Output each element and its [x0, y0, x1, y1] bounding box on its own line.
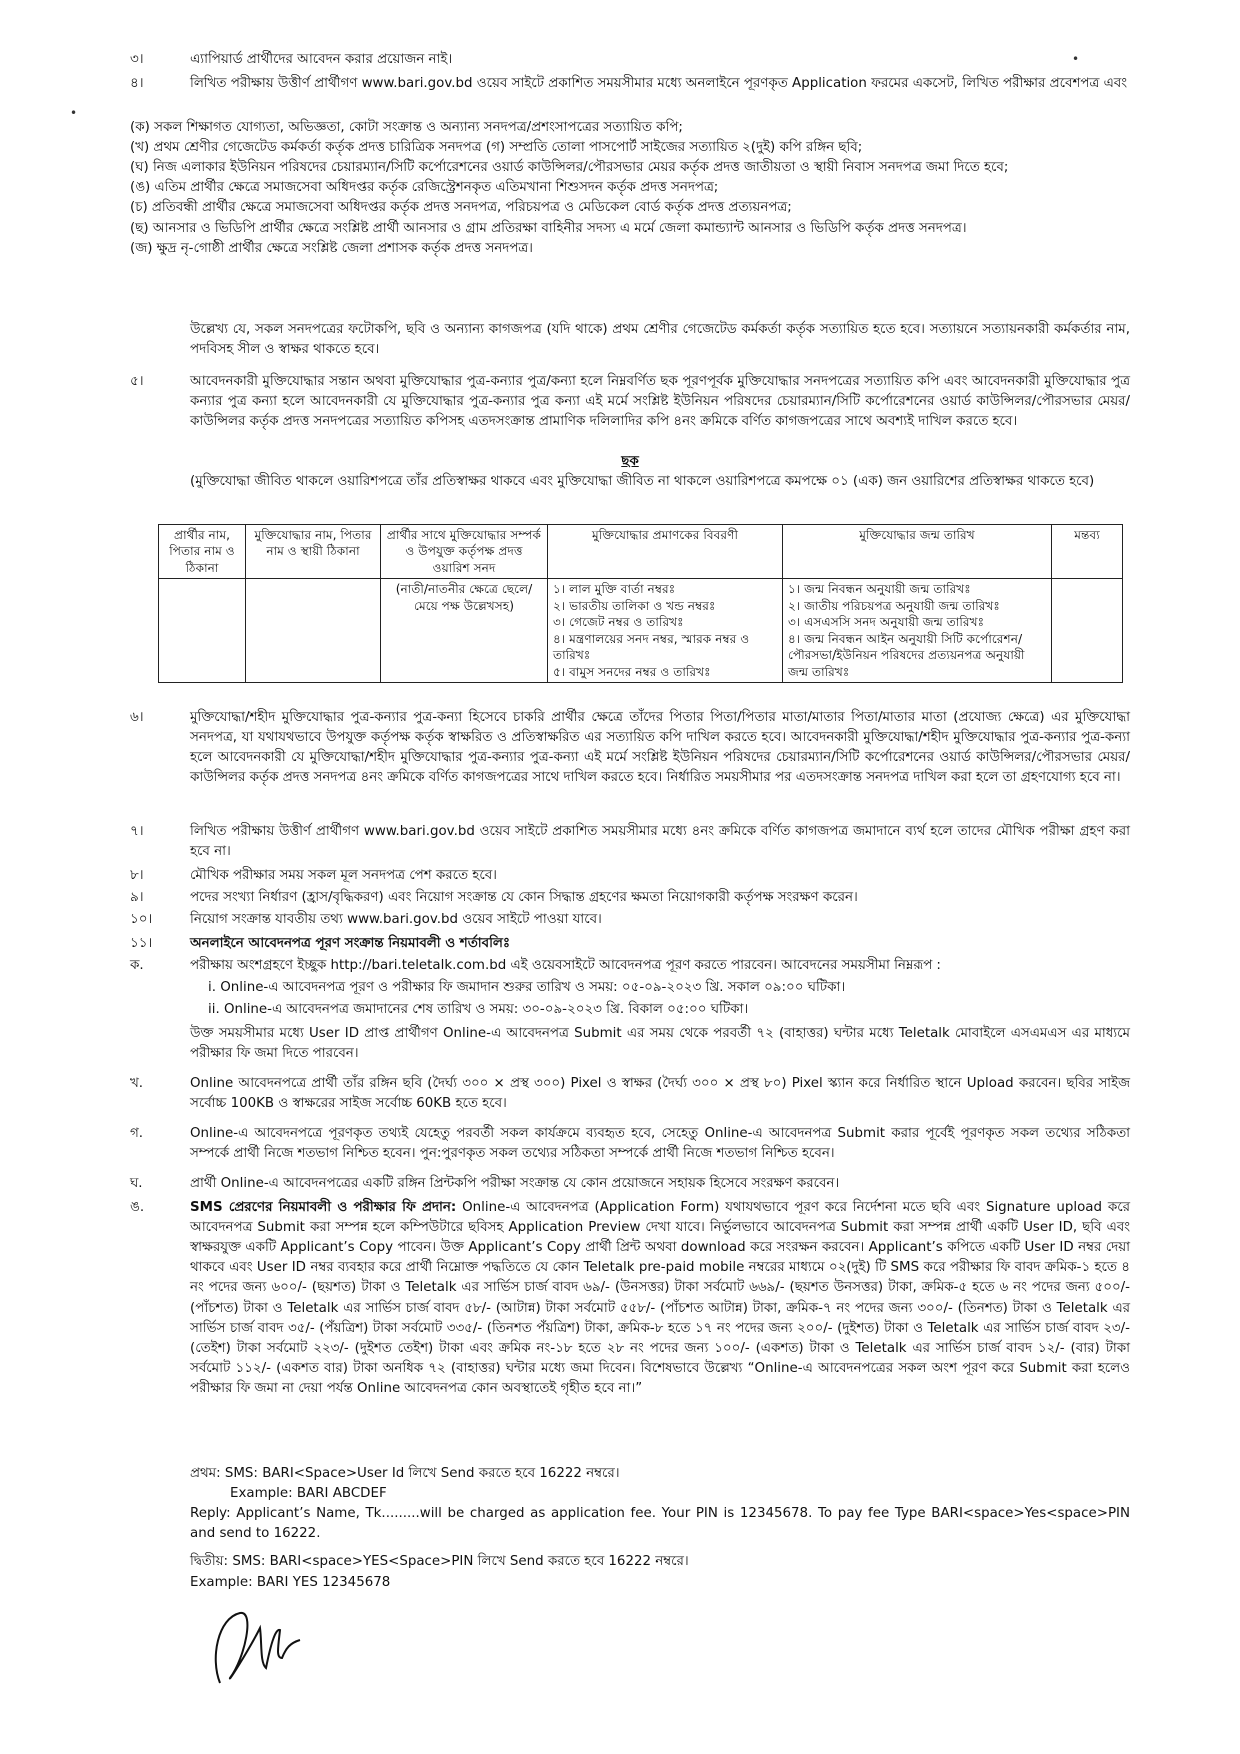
list-item: ২। জাতীয় পরিচয়পত্র অনুযায়ী জন্ম তারিখঃ [788, 598, 1000, 613]
column-header: প্রার্থীর নাম, পিতার নাম ও ঠিকানা [159, 525, 246, 579]
point-text: নিয়োগ সংক্রান্ত যাবতীয় তথ্য www.bari.gov.bd ওয়েব সাইটে পাওয়া যাবে। [190, 912, 602, 927]
note-text: উক্ত সময়সীমার মধ্যে User ID প্রাপ্ত প্রার্থীগণ Online-এ আবেদনপত্র Submit এর সময় থেকে পরবর্তী ৭২ (বাহাত্তর) ঘন্টার মধ্যে Teletalk মোবাইলে এসএমএস এর মাধ্যমে পরীক্ষার ফি জমা দিতে পারবেন। [190, 1026, 1130, 1062]
point-number: ৫। [130, 374, 144, 389]
table-cell [159, 579, 246, 683]
list-item: (জ) ক্ষুদ্র নৃ-গোষ্ঠী প্রার্থীর ক্ষেত্রে সংশ্লিষ্ট জেলা প্রশাসক কর্তৃক প্রদত্ত সনদপত্র। [130, 240, 533, 256]
sms-second: দ্বিতীয়: SMS: BARI<space>YES<Space>PIN লিখে Send করতে হবে 16222 নম্বরে। [190, 1554, 689, 1570]
list-item: ৩। এসএসসি সনদ অনুযায়ী জন্ম তারিখঃ [788, 615, 985, 630]
attestation-note [130, 320, 1130, 360]
point-number: ৯। [130, 890, 144, 905]
point-number: ঘ. [130, 1176, 143, 1191]
form-note: (মুক্তিযোদ্ধা জীবিত থাকলে ওয়ারিশপত্রে তাঁর প্রতিস্বাক্ষর থাকবে এবং মুক্তিযোদ্ধা জীবিত না থাকলে ওয়ারিশপত্রে কমপক্ষে ০১ (এক) জন ওয়ারিশের প্রতিস্বাক্ষর থাকতে হবে) [190, 474, 1095, 489]
list-item: (চ) প্রতিবন্ধী প্রার্থীর ক্ষেত্রে সমাজসেবা অধিদপ্তর কর্তৃক প্রদত্ত সনদপত্র, পরিচয়পত্র ও মেডিকেল বোর্ড কর্তৃক প্রদত্ত প্রত্যয়নপত্র; [130, 200, 792, 216]
date-line: i. Online-এ আবেদনপত্র পূরণ ও পরীক্ষার ফি জমাদান শুরুর তারিখ ও সময়: ০৫-০৯-২০২৩ খ্রি. সকাল ০৯:০০ ঘটিকা। [208, 980, 846, 995]
table-cell [246, 579, 381, 683]
point-number: ৩। [130, 52, 144, 67]
point-11-ka-ii [130, 1000, 1130, 1020]
sms-first: প্রথম: SMS: BARI<Space>User Id লিখে Send করতে হবে 16222 নম্বরে। [190, 1466, 620, 1481]
column-header: মুক্তিযোদ্ধার প্রমাণকের বিবরণী [548, 525, 783, 579]
list-item: ৩। গেজেট নম্বর ও তারিখঃ [553, 615, 684, 630]
list-item: (ছ) আনসার ও ভিডিপি প্রার্থীর ক্ষেত্রে সংশ্লিষ্ট প্রার্থী আনসার ও গ্রাম প্রতিরক্ষা বাহিনীর সদস্য এ মর্মে জেলা কমান্ড্যান্ট আনসার ও ভিডিপি কর্তৃক প্রদত্ত সনদপত্র। [130, 220, 967, 236]
sms-rules-title: SMS প্রেরণের নিয়মাবলী ও পরীক্ষার ফি প্রদান: [190, 1200, 457, 1215]
list-item: ৪। জন্ম নিবন্ধন আইন অনুযায়ী সিটি কর্পোরেশন/পৌরসভা/ইউনিয়ন পরিষদের প্রত্যয়নপত্র অনুযায়ী জন্ম তারিখঃ [788, 631, 1025, 679]
table-cell [1052, 579, 1123, 683]
point-7 [130, 822, 1130, 862]
freedom-fighter-table [158, 524, 1123, 683]
point-11-gha [130, 1174, 1130, 1194]
point-3 [130, 50, 1130, 70]
point-number: ৭। [130, 824, 144, 839]
column-header: মুক্তিযোদ্ধার নাম, পিতার নাম ও স্থায়ী ঠিকানা [246, 525, 381, 579]
point-10 [130, 910, 1130, 930]
list-item: (ঙ) এতিম প্রার্থীর ক্ষেত্রে সমাজসেবা অধিদপ্তর কর্তৃক রেজিস্ট্রেশনকৃত এতিমখানা শিশুসদন কর্তৃক প্রদত্ত সনদপত্র; [130, 180, 719, 196]
point-4 [130, 74, 1130, 94]
point-text: মৌখিক পরীক্ষার সময় সকল মূল সনদপত্র পেশ করতে হবে। [190, 868, 497, 883]
column-header: মুক্তিযোদ্ধার জন্ম তারিখ [783, 525, 1052, 579]
point-9 [130, 888, 1130, 908]
point-number: ১১। [130, 936, 153, 951]
table-header-row [159, 525, 1123, 579]
point-text: Online আবেদনপত্রে প্রার্থী তাঁর রঙ্গিন ছবি (দৈর্ঘ্য ৩০০ × প্রস্থ ৩০০) Pixel ও স্বাক্ষর (দৈর্ঘ্য ৩০০ × প্রস্থ ৮০) Pixel স্ক্যান করে নির্ধারিত স্থানে Upload করবেন। ছবির সাইজ সর্বোচ্চ 100KB ও স্বাক্ষরের সাইজ সর্বোচ্চ 60KB হতে হবে। [190, 1076, 1130, 1112]
list-item: ৪। মন্ত্রণালয়ের সনদ নম্বর, স্মারক নম্বর ও তারিখঃ [553, 631, 750, 663]
table-cell-proofs [548, 579, 783, 683]
point-text: পদের সংখ্যা নির্ধারণ (হ্রাস/বৃদ্ধিকরণ) এবং নিয়োগ সংক্রান্ত যে কোন সিদ্ধান্ত গ্রহণের ক্ষমতা নিয়োগকারী কর্তৃপক্ষ সংরক্ষণ করেন। [190, 890, 858, 905]
note-text: উল্লেখ্য যে, সকল সনদপত্রের ফটোকপি, ছবি ও অন্যান্য কাগজপত্র (যদি থাকে) প্রথম শ্রেণীর গেজেটেড কর্মকর্তা কর্তৃক সত্যায়িত হতে হবে। সত্যায়নে সত্যায়নকারী কর্মকর্তার নাম, পদবিসহ সীল ও স্বাক্ষর থাকতে হবে। [190, 322, 1130, 358]
point-number: ৮। [130, 868, 144, 883]
point-8 [130, 866, 1130, 886]
form-heading: ছক [621, 454, 639, 469]
list-item: ২। ভারতীয় তালিকা ও খন্ড নম্বরঃ [553, 598, 716, 613]
point-11-ka-i [130, 978, 1130, 998]
column-header: প্রার্থীর সাথে মুক্তিযোদ্ধার সম্পর্ক ও উপযুক্ত কর্তৃপক্ষ প্রদত্ত ওয়ারিশ সনদ [381, 525, 548, 579]
sms-instructions [190, 1464, 1130, 1593]
sms-first-example: Example: BARI ABCDEF [230, 1486, 387, 1502]
point-text: প্রার্থী Online-এ আবেদনপত্রের একটি রঙ্গিন প্রিন্টকপি পরীক্ষা সংক্রান্ত যে কোন প্রয়োজনে সহায়ক হিসেবে সংরক্ষণ করবেন। [190, 1176, 840, 1191]
point-text: এ্যাপিয়ার্ড প্রার্থীদের আবেদন করার প্রয়োজন নাই। [190, 52, 453, 67]
scan-mark: • [1072, 52, 1080, 66]
section-title: অনলাইনে আবেদনপত্র পূরণ সংক্রান্ত নিয়মাবলী ও শর্তাবলিঃ [190, 936, 511, 951]
point-number: খ. [130, 1076, 144, 1091]
signature [200, 1588, 310, 1698]
point-11-ka [130, 956, 1130, 976]
list-item: ১। লাল মুক্তি বার্তা নম্বরঃ [553, 582, 676, 597]
list-item: (ঘ) নিজ এলাকার ইউনিয়ন পরিষদের চেয়ারম্যান/সিটি কর্পোরেশনের ওয়ার্ড কাউন্সিলর/পৌরসভার মেয়র কর্তৃক প্রদত্ত জাতীয়তা ও স্থায়ী নিবাস সনদপত্র জমা দিতে হবে; [130, 160, 1009, 176]
point-number: ক. [130, 958, 144, 973]
column-header: মন্তব্য [1052, 525, 1123, 579]
point-4-items [130, 118, 1130, 259]
point-number: ১০। [130, 912, 153, 927]
point-11-kha [130, 1074, 1130, 1114]
date-line: ii. Online-এ আবেদনপত্র জমাদানের শেষ তারিখ ও সময়: ৩০-০৯-২০২৩ খ্রি. বিকাল ০৫:০০ ঘটিকা। [208, 1002, 749, 1017]
point-number: ঙ. [130, 1200, 145, 1215]
point-number: গ. [130, 1126, 144, 1141]
point-text: Online-এ আবেদনপত্রে পূরণকৃত তথ্যই যেহেতু পরবর্তী সকল কার্যক্রমে ব্যবহৃত হবে, সেহেতু Online-এ আবেদনপত্র Submit করার পূর্বেই পূরণকৃত সকল তথ্যের সঠিকতা সম্পর্কে প্রার্থী নিজে শতভাগ নিশ্চিত হবেন। পুন:পুরণকৃত সকল তথ্যের সঠিকতা সম্পর্কে প্রার্থী নিজে শতভাগ নিশ্চিত হবেন। [190, 1126, 1130, 1162]
point-text: লিখিত পরীক্ষায় উত্তীর্ণ প্রার্থীগণ www.bari.gov.bd ওয়েব সাইটে প্রকাশিত সময়সীমার মধ্যে ৪নং ক্রমিকে বর্ণিত কাগজপত্র জমাদানে ব্যর্থ হলে তাদের মৌখিক পরীক্ষা গ্রহণ করা হবে না। [190, 824, 1130, 860]
sms-second-example: Example: BARI YES 12345678 [190, 1574, 391, 1590]
list-item: (খ) প্রথম শ্রেণীর গেজেটেড কর্মকর্তা কর্তৃক প্রদত্ত চারিত্রিক সনদপত্র (গ) সম্প্রতি তোলা পাসপোর্ট সাইজের সত্যায়িত ২(দুই) কপি রঙ্গিন ছবি; [130, 140, 863, 156]
point-11-ka-note [130, 1024, 1130, 1064]
list-item: ১। জন্ম নিবন্ধন অনুযায়ী জন্ম তারিখঃ [788, 582, 971, 597]
point-11 [130, 934, 1130, 954]
table-cell: (নাতী/নাতনীর ক্ষেত্রে ছেলে/মেয়ে পক্ষ উল্লেখসহ) [381, 579, 548, 683]
table-cell-birthdates [783, 579, 1052, 683]
point-6 [130, 708, 1130, 788]
point-11-ga [130, 1124, 1130, 1164]
point-5 [130, 372, 1130, 432]
list-item: (ক) সকল শিক্ষাগত যোগ্যতা, অভিজ্ঞতা, কোটা সংক্রান্ত ও অন্যান্য সনদপত্র/প্রশংসাপত্রের সত্যায়িত কপি; [130, 120, 683, 135]
list-item: ৫। বামুস সনদের নম্বর ও তারিখঃ [553, 664, 711, 679]
point-text: লিখিত পরীক্ষায় উত্তীর্ণ প্রার্থীগণ www.bari.gov.bd ওয়েব সাইটে প্রকাশিত সময়সীমার মধ্যে অনলাইনে পূরণকৃত Application ফরমের একসেট, লিখিত পরীক্ষার প্রবেশপত্র এবং [190, 76, 1128, 91]
scan-mark: • [70, 106, 78, 120]
point-text: Online-এ আবেদনপত্র (Application Form) যথাযথভাবে পূরণ করে নির্দেশনা মতে ছবি এবং Signature upload করে আবেদনপত্র Submit করা সম্পন্ন হলে কম্পিউটারে ছবিসহ Application Preview দেখা যাবে। নির্ভুলভাবে আবেদনপত্র Submit করা সম্পন্ন প্রার্থী একটি User ID, ছবি এবং স্বাক্ষরযুক্ত একটি Applicant’s Copy পাবেন। উক্ত Applicant’s Copy প্রার্থী প্রিন্ট অথবা download করে সংরক্ষন করবেন। Applicant’s কপিতে একটি User ID নম্বর দেয়া থাকবে এবং User ID নম্বর ব্যবহার করে প্রার্থী নিম্নোক্ত পদ্ধতিতে যে কোন Teletalk pre-paid mobile নম্বরের মাধ্যমে ০২(দুই) টি SMS করে পরীক্ষার ফি বাবদ ক্রমিক-১ হতে ৪ নং পদের জন্য ৬০০/- (ছয়শত) টাকা ও Teletalk এর সার্ভিস চার্জ বাবদ ৬৯/- (উনসত্তর) টাকা সর্বমোট ৬৬৯/- (ছয়শত উনসত্তর) টাকা, ক্রমিক-৫ হতে ৬ নং পদের জন্য ৫০০/- (পাঁচশত) টাকা ও Teletalk এর সার্ভিস চার্জ বাবদ ৫৮/- (আটান্ন) টাকা সর্বমোট ৫৫৮/- (পাঁচশত আটান্ন) টাকা, ক্রমিক-৭ নং পদের জন্য ৩০০/- (তিনশত) টাকা ও Teletalk এর সার্ভিস চার্জ বাবদ ৩৫/- (পঁয়ত্রিশ) টাকা সর্বমোট ৩৩৫/- (তিনশত পঁয়ত্রিশ) টাকা, ক্রমিক-৮ হতে ১৭ নং পদের জন্য ২০০/- (দুইশত) টাকা ও Teletalk এর সার্ভিস চার্জ বাবদ ২৩/- (তেইশ) টাকা সর্বমোট ২২৩/- (দুইশত তেইশ) টাকা এবং ক্রমিক নং-১৮ হতে ২৮ নং পদের জন্য ১০০/- (একশত) টাকা ও Teletalk এর সার্ভিস চার্জ বাবদ ১২/- (বার) টাকা সর্বমোট ১১২/- (একশত বার) টাকা অনধিক ৭২ (বাহাত্তর) ঘন্টার মধ্যে জমা দিবেন। বিশেষভাবে উল্লেখ্য “Online-এ আবেদনপত্রের সকল অংশ পূরণ করে Submit করা হলেও পরীক্ষার ফি জমা না দেয়া পর্যন্ত Online আবেদনপত্র কোন অবস্থাতেই গৃহীত হবে না।” [190, 1200, 1130, 1396]
point-number: ৪। [130, 76, 144, 91]
point-text: মুক্তিযোদ্ধা/শহীদ মুক্তিযোদ্ধার পুত্র-কন্যার পুত্র-কন্যা হিসেবে চাকরি প্রার্থীর ক্ষেত্রে তাঁদের পিতার পিতা/পিতার মাতা/মাতার পিতা/মাতার মাতা (প্রযোজ্য ক্ষেত্রে) এর মুক্তিযোদ্ধা সনদপত্র, যা যথাযথভাবে উপযুক্ত কর্তৃপক্ষ কর্তৃক স্বাক্ষরিত ও প্রতিস্বাক্ষরিত এর সত্যায়িত কপি দাখিল করতে হবে। আবেদনকারী মুক্তিযোদ্ধা/শহীদ মুক্তিযোদ্ধার পুত্র-কন্যার পুত্র-কন্যা হলে আবেদনকারী যে মুক্তিযোদ্ধা/শহীদ মুক্তিযোদ্ধার পুত্র-কন্যার পুত্র-কন্যা এই মর্মে সংশ্লিষ্ট ইউনিয়ন পরিষদের চেয়ারম্যান/সিটি কর্পোরেশনের ওয়ার্ড কাউন্সিলর/পৌরসভার মেয়র/কাউন্সিলর কর্তৃক প্রদত্ত সনদপত্র ৪নং ক্রমিকে বর্ণিত কাগজপত্রের সাথে দাখিল করতে হবে। নির্ধারিত সময়সীমার পর এতদসংক্রান্ত সনদপত্র দাখিল করা হলে তা গ্রহণযোগ্য হবে না। [190, 710, 1130, 786]
point-text: আবেদনকারী মুক্তিযোদ্ধার সন্তান অথবা মুক্তিযোদ্ধার পুত্র-কন্যার পুত্র/কন্যা হলে নিম্নবর্ণিত ছক পূরণপূর্বক মুক্তিযোদ্ধার সনদপত্রের সত্যায়িত কপি এবং আবেদনকারী মুক্তিযোদ্ধার পুত্র কন্যার পুত্র কন্যা হলে আবেদনকারী যে মুক্তিযোদ্ধার পুত্র-কন্যার পুত্র কন্যা এই মর্মে সংশ্লিষ্ট ইউনিয়ন পরিষদের চেয়ারম্যান/সিটি কর্পোরেশনের ওয়ার্ড কাউন্সিলর/পৌরসভার মেয়র/কাউন্সিলর কর্তৃক প্রদত্ত সনদপত্রের সত্যায়িত কপিসহ এতদসংক্রান্ত প্রামাণিক দলিলাদির কপি ৪নং ক্রমিকে বর্ণিত কাগজপত্রের সাথে অবশ্যই দাখিল করতে হবে। [190, 374, 1130, 430]
point-11-uma [130, 1198, 1130, 1399]
sms-reply: Reply: Applicant’s Name, Tk.........will be charged as application fee. Your PIN is 12345678. To pay fee Type BARI<space>Yes<space>PIN and send to 16222. [190, 1506, 1130, 1542]
point-text: পরীক্ষায় অংশগ্রহণে ইচ্ছুক http://bari.teletalk.com.bd এই ওয়েবসাইটে আবেদনপত্র পূরণ করতে পারবেন। আবেদনের সময়সীমা নিম্নরূপ : [190, 958, 941, 973]
table-row [159, 579, 1123, 683]
point-number: ৬। [130, 710, 144, 725]
